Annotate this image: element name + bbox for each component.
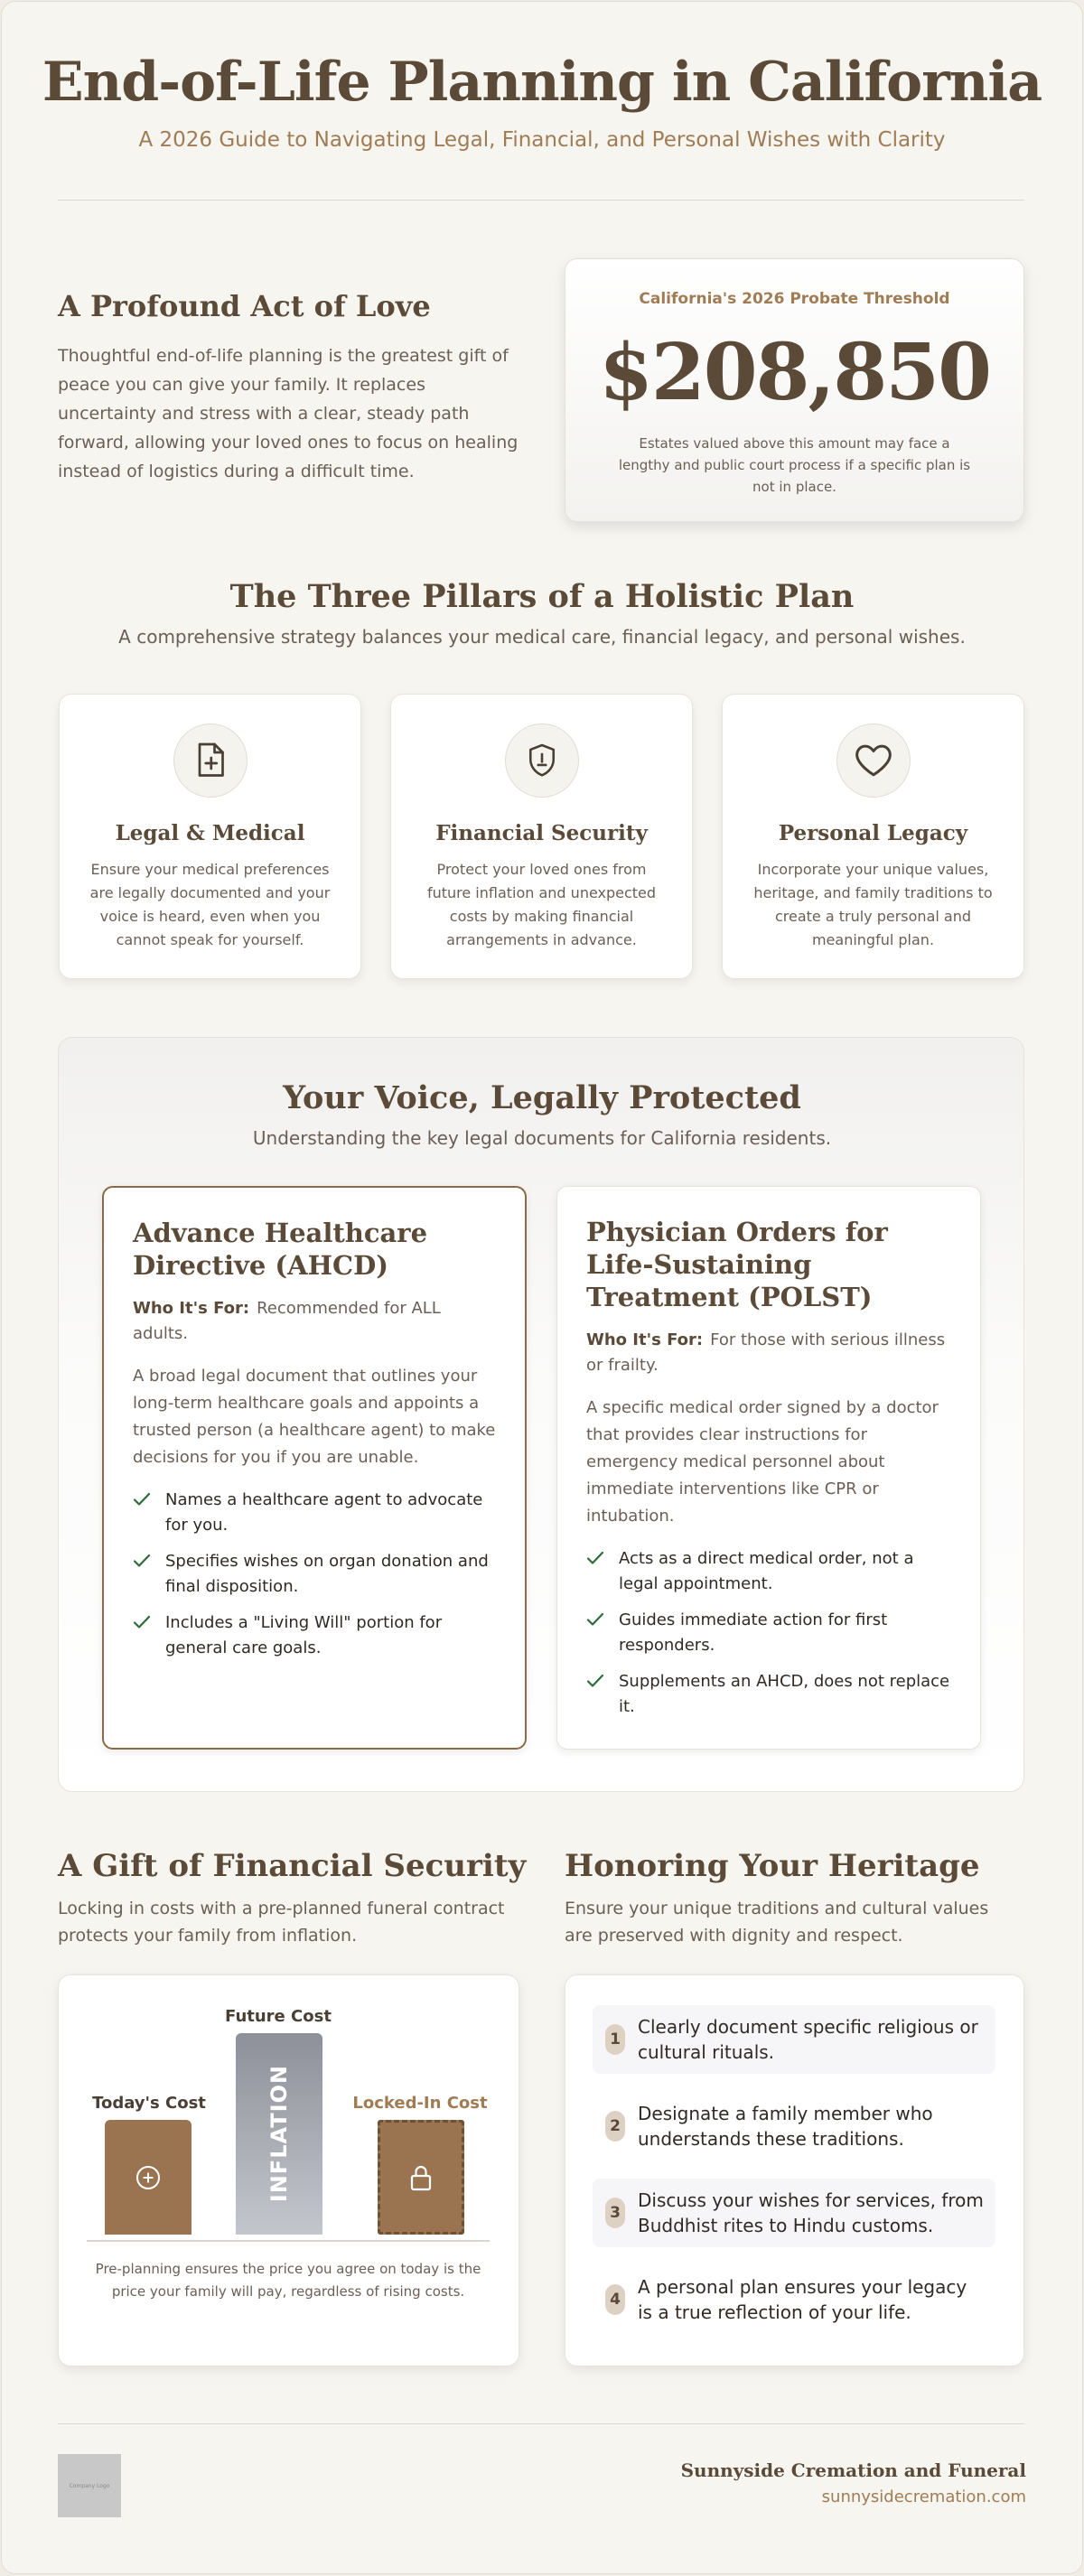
heritage-text: Ensure your unique traditions and cultural values are preserved with dignity and respect. (565, 1899, 989, 1946)
list-item: Guides immediate action for first responders. (586, 1608, 951, 1658)
legal-heading: Your Voice, Legally Protected (283, 1079, 801, 1116)
heritage-heading: Honoring Your Heritage (565, 1848, 980, 1884)
heritage-item-1 (593, 2005, 995, 2074)
step-number: 2 (605, 2111, 625, 2142)
list-item: Supplements an AHCD, does not replace it. (586, 1669, 951, 1720)
chart-baseline (87, 2240, 490, 2242)
check-icon (133, 1491, 151, 1507)
page-subtitle: A 2026 Guide to Navigating Legal, Financial, and Personal Wishes with Clarity (138, 128, 946, 152)
who-label: Who It's For: (133, 1299, 250, 1318)
check-icon (586, 1550, 604, 1566)
doc-points (133, 1488, 496, 1661)
doc-description: A specific medical order signed by a doctor that provides clear instructions for emergency medical personnel about immediate interventions like CPR or intubation. (586, 1398, 939, 1526)
shield-icon (505, 723, 579, 798)
bar-label-locked: Locked-In Cost (352, 2094, 488, 2113)
ahcd-card (102, 1186, 527, 1750)
who-value: For those with serious illness or frailty. (586, 1330, 946, 1375)
threshold-note: Estates valued above this amount may face a lengthy and public court process if a specific plan is not in place. (618, 435, 971, 495)
pillars-subtitle: A comprehensive strategy balances your medical care, financial legacy, and personal wishes. (118, 626, 966, 648)
step-number: 3 (605, 2198, 625, 2228)
bar-today (105, 2120, 192, 2235)
step-text: Discuss your wishes for services, from Buddhist rites to Hindu customs. (638, 2189, 984, 2236)
threshold-label: California's 2026 Probate Threshold (639, 290, 950, 308)
step-text: Designate a family member who understands these traditions. (638, 2103, 933, 2150)
probate-threshold-card (565, 258, 1024, 522)
step-text: Clearly document specific religious or cultural rituals. (638, 2016, 978, 2063)
legal-subtitle: Understanding the key legal documents for California residents. (252, 1127, 832, 1149)
pillar-text: Ensure your medical preferences are legally documented and your voice is heard, even when you cannot speak for yourself. (89, 861, 331, 948)
heritage-item-2 (593, 2092, 995, 2161)
pillar-title: Legal & Medical (115, 821, 305, 845)
bar-locked (378, 2120, 464, 2235)
bar-label-today: Today's Cost (92, 2094, 206, 2113)
pillar-text: Incorporate your unique values, heritage, and family traditions to create a truly personal and meaningful plan. (753, 861, 993, 948)
doc-audience (586, 1328, 951, 1378)
heritage-item-3 (593, 2179, 995, 2247)
doc-audience (133, 1296, 496, 1347)
step-number: 1 (605, 2024, 625, 2055)
check-icon (586, 1611, 604, 1628)
polst-card (556, 1186, 981, 1750)
plus-circle-icon (135, 2164, 162, 2191)
pillar-card-financial-security (390, 694, 693, 979)
check-icon (133, 1614, 151, 1630)
doc-description: A broad legal document that outlines your long-term healthcare goals and appoints a trusted person (a healthcare agent) to make decisions for you if you are unable. (133, 1367, 496, 1467)
heritage-item-4 (593, 2265, 995, 2334)
list-item: Specifies wishes on organ donation and final disposition. (133, 1549, 496, 1600)
header-divider (58, 200, 1024, 201)
step-number: 4 (605, 2284, 625, 2315)
finance-note: Pre-planning ensures the price you agree on today is the price your family will pay, regardless of rising costs. (95, 2261, 481, 2300)
company-logo: Company Logo (58, 2454, 121, 2517)
list-item: Includes a "Living Will" portion for general care goals. (133, 1610, 496, 1661)
lock-icon (408, 2163, 434, 2192)
threshold-amount: $208,850 (599, 327, 990, 418)
who-label: Who It's For: (586, 1330, 704, 1349)
document-plus-icon (173, 723, 248, 798)
doc-points (586, 1546, 951, 1720)
check-icon (586, 1673, 604, 1689)
pillar-text: Protect your loved ones from future inflation and unexpected costs by making financial arrangements in advance. (426, 861, 657, 948)
pillar-card-legal-medical (59, 694, 361, 979)
heart-icon (836, 723, 911, 798)
list-item: Names a healthcare agent to advocate for you. (133, 1488, 496, 1538)
finance-text: Locking in costs with a pre-planned funeral contract protects your family from inflation. (58, 1899, 505, 1946)
pillar-title: Personal Legacy (778, 821, 968, 845)
who-value: Recommended for ALL adults. (133, 1299, 441, 1343)
company-url[interactable]: sunnysidecremation.com (821, 2487, 1026, 2506)
list-item: Acts as a direct medical order, not a legal appointment. (586, 1546, 951, 1597)
pillar-card-personal-legacy (722, 694, 1024, 979)
pillar-title: Financial Security (435, 821, 648, 845)
intro-heading: A Profound Act of Love (58, 289, 431, 323)
doc-title: Physician Orders for Life-Sustaining Treatment (POLST) (586, 1217, 888, 1312)
doc-title: Advance Healthcare Directive (AHCD) (133, 1218, 428, 1281)
page-title: End-of-Life Planning in California (42, 51, 1042, 114)
step-text: A personal plan ensures your legacy is a true reflection of your life. (638, 2276, 967, 2323)
company-name: Sunnyside Cremation and Funeral (680, 2459, 1026, 2481)
finance-heading: A Gift of Financial Security (58, 1848, 527, 1884)
inflation-label: INFLATION (266, 2065, 292, 2203)
pillars-heading: The Three Pillars of a Holistic Plan (229, 578, 855, 615)
bar-label-future: Future Cost (225, 2007, 332, 2026)
bar-future (236, 2033, 322, 2235)
check-icon (133, 1553, 151, 1569)
intro-text: Thoughtful end-of-life planning is the greatest gift of peace you can give your family. It replaces uncertainty and stress with a clear, steady path forward, allowing your loved ones to focus on healing instead of logistics during a difficult time. (58, 346, 519, 481)
footer-divider (58, 2423, 1024, 2424)
